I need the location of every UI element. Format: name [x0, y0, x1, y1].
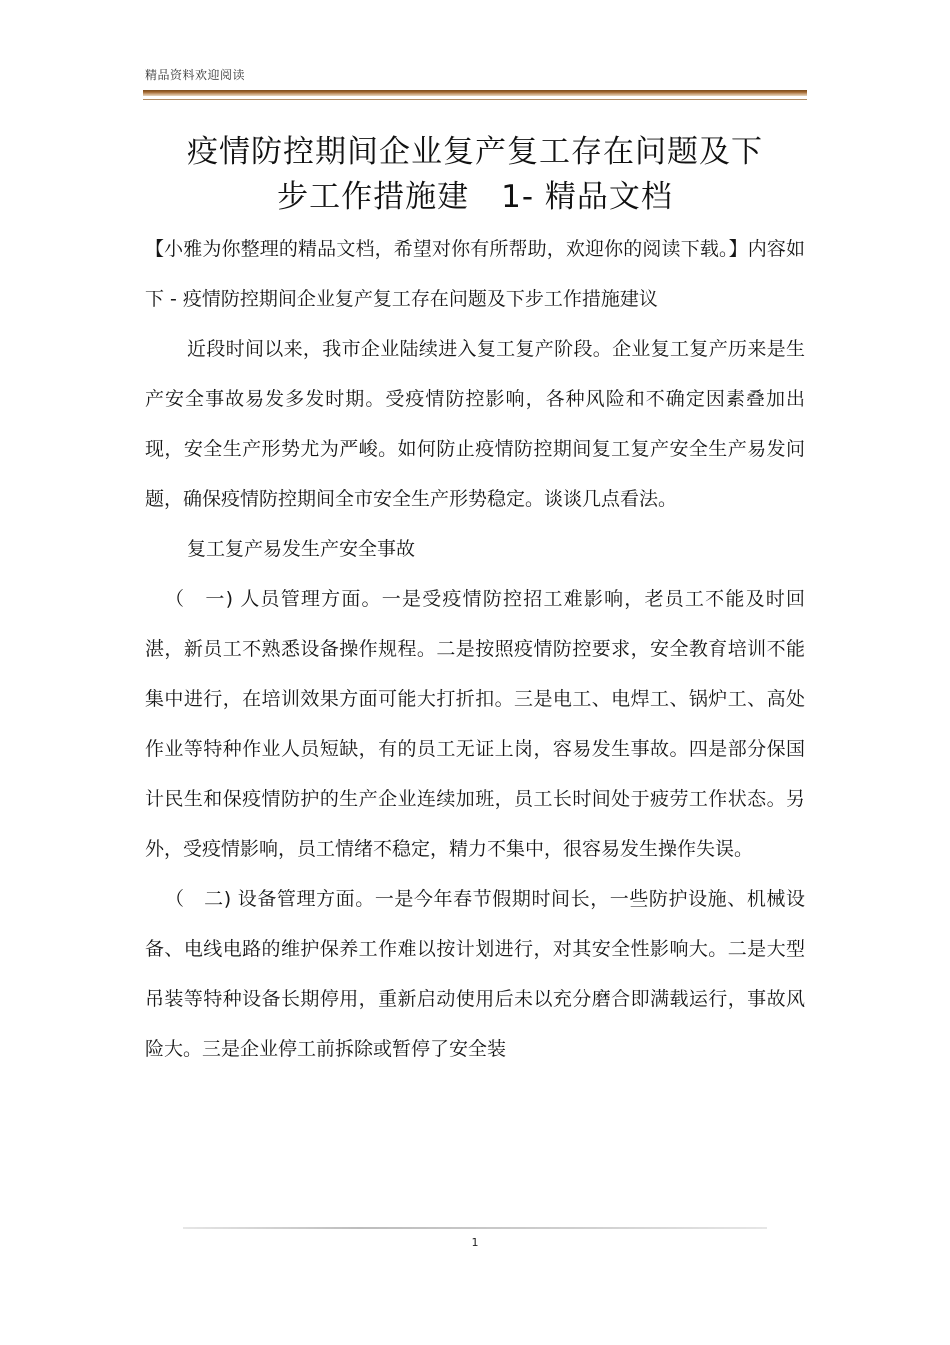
section-heading: 复工复产易发生产安全事故	[187, 538, 416, 560]
document-title-line-1: 疫情防控期间企业复产复工存在问题及下	[187, 134, 763, 170]
body-paragraph: 近段时间以来，我市企业陆续进入复工复产阶段。企业复工复产历来是生产安全事故易发多发时期。受疫情防控影响，各种风险和不确定因素叠加出现，安全生产形势尤为严峻。如何防止疫情防控期间复工复产安全生产易发问题，确保疫情防控期间全市安全生产形势稳定。谈谈几点看法。	[145, 338, 805, 510]
footer-rule	[183, 1227, 767, 1229]
intro-paragraph: 【小雅为你整理的精品文档，希望对你有所帮助，欢迎你的阅读下载。】内容如下 - 疫情防控期间企业复产复工存在问题及下步工作措施建议	[145, 238, 805, 310]
body-paragraph-equipment: （ 二) 设备管理方面。一是今年春节假期时间长，一些防护设施、机械设备、电线电路的维护保养工作难以按计划进行，对其安全性影响大。二是大型吊装等特种设备长期停用，重新启动使用后未以充分磨合即满载运行，事故风险大。三是企业停工前拆除或暂停了安全装	[145, 888, 805, 1060]
document-title-line-2: 步工作措施建 1- 精品文档	[277, 179, 673, 215]
page-header-text: 精品资料欢迎阅读	[145, 68, 246, 82]
page-number: 1	[471, 1236, 479, 1249]
document-title	[130, 130, 820, 220]
header-rule-thin	[143, 99, 807, 100]
document-body	[145, 224, 805, 1074]
header-rule-thick	[143, 90, 807, 96]
body-paragraph-personnel: （ 一) 人员管理方面。一是受疫情防控招工难影响，老员工不能及时回湛，新员工不熟悉设备操作规程。二是按照疫情防控要求，安全教育培训不能集中进行，在培训效果方面可能大打折扣。三是电工、电焊工、锅炉工、高处作业等特种作业人员短缺，有的员工无证上岗，容易发生事故。四是部分保国计民生和保疫情防护的生产企业连续加班，员工长时间处于疲劳工作状态。另外，受疫情影响，员工情绪不稳定，精力不集中，很容易发生操作失误。	[145, 588, 805, 860]
